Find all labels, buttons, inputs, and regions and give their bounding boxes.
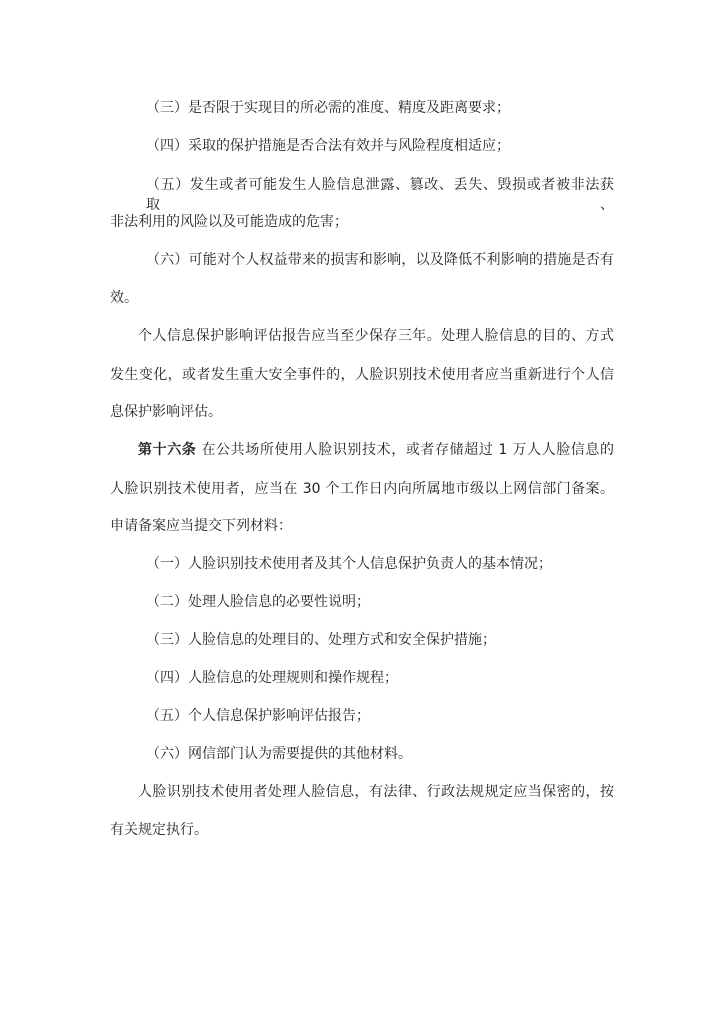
material-item-2: （二）处理人脸信息的必要性说明； xyxy=(146,594,370,610)
material-item-4: （四）人脸信息的处理规则和操作规程； xyxy=(146,670,398,686)
clause-4-protection: （四）采取的保护措施是否合法有效并与风险程度相适应； xyxy=(146,138,510,154)
clause-3-accuracy: （三）是否限于实现目的所必需的准度、精度及距离要求； xyxy=(146,100,510,116)
article-16-line1 xyxy=(138,440,614,460)
clause-5-risk-line1: （五）发生或者可能发生人脸信息泄露、篡改、丢失、毁损或者被非法获取、 xyxy=(146,177,614,213)
paragraph-report-line3: 息保护影响评估。 xyxy=(110,404,222,420)
paragraph-report-line2: 发生变化，或者发生重大安全事件的，人脸识别技术使用者应当重新进行个人信 xyxy=(110,367,614,383)
article-16-title: 第十六条 xyxy=(138,442,197,458)
clause-6-impact-line1: （六）可能对个人权益带来的损害和影响，以及降低不利影响的措施是否有 xyxy=(146,252,614,268)
paragraph-confidential-line1: 人脸识别技术使用者处理人脸信息，有法律、行政法规规定应当保密的，按 xyxy=(138,784,614,800)
article-16-text: 在公共场所使用人脸识别技术，或者存储超过 1 万人人脸信息的 xyxy=(196,442,615,458)
article-16-line2: 人脸识别技术使用者，应当在 30 个工作日内向所属地市级以上网信部门备案。 xyxy=(110,481,614,497)
material-item-6: （六）网信部门认为需要提供的其他材料。 xyxy=(146,746,412,762)
material-item-5: （五）个人信息保护影响评估报告； xyxy=(146,708,370,724)
material-item-1: （一）人脸识别技术使用者及其个人信息保护负责人的基本情况； xyxy=(146,556,552,572)
material-item-3: （三）人脸信息的处理目的、处理方式和安全保护措施； xyxy=(146,632,496,648)
paragraph-report-line1: 个人信息保护影响评估报告应当至少保存三年。处理人脸信息的目的、方式 xyxy=(138,328,614,344)
clause-5-risk-line2: 非法利用的风险以及可能造成的危害； xyxy=(110,214,348,230)
paragraph-confidential-line2: 有关规定执行。 xyxy=(110,822,208,838)
article-16-line3: 申请备案应当提交下列材料： xyxy=(110,518,292,534)
clause-6-impact-line2: 效。 xyxy=(110,290,138,306)
